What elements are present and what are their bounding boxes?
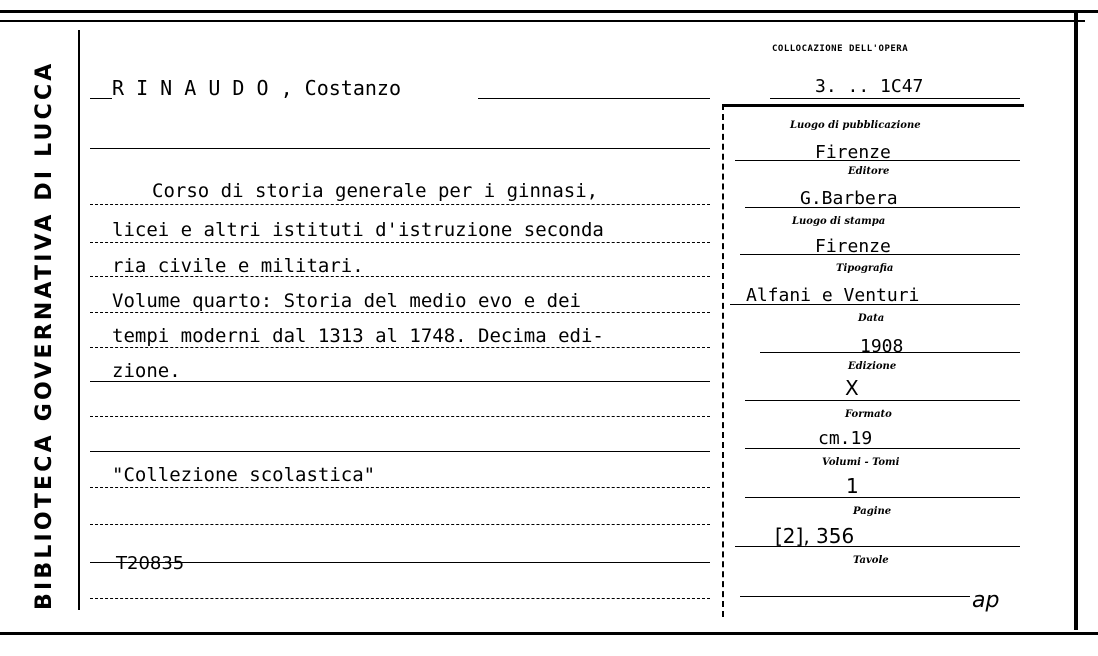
rule [90, 524, 710, 525]
title-line-5: tempi moderni dal 1313 al 1748. Decima edi- [112, 325, 604, 347]
tavole-label: Tavole [853, 555, 889, 566]
pagine-value: [2], 356 [775, 524, 855, 548]
author-heading: R I N A U D O , Costanzo [112, 76, 401, 100]
rule [478, 98, 710, 99]
rule [90, 598, 710, 599]
rule [735, 546, 1020, 547]
luogo-pubblicazione-value: Firenze [815, 142, 891, 163]
formato-label: Formato [845, 409, 892, 420]
title-line-2: licei e altri istituti d'istruzione seconda [112, 219, 604, 241]
pagine-label: Pagine [853, 506, 892, 517]
rule [745, 207, 1020, 208]
data-label: Data [858, 313, 885, 324]
rule [735, 160, 1020, 161]
volumi-label: Volumi - Tomi [822, 457, 900, 468]
rule [90, 242, 710, 243]
card-right-edge [1074, 10, 1078, 630]
card-bottom-edge [0, 632, 1098, 635]
rule [90, 204, 710, 205]
rule [730, 304, 1020, 305]
formato-value: cm.19 [818, 428, 873, 449]
edizione-value: X [845, 376, 859, 400]
volumi-value: 1 [846, 474, 859, 498]
rule [740, 596, 970, 597]
rule [745, 497, 1020, 498]
luogo-pubblicazione-label: Luogo di pubblicazione [790, 120, 921, 131]
collocazione-value: 3. .. 1C47 [815, 76, 924, 97]
rule [90, 416, 710, 417]
rule [90, 347, 710, 348]
rule [745, 448, 1020, 449]
rule [90, 98, 112, 99]
cataloger-initials: ap [972, 588, 1000, 613]
luogo-stampa-value: Firenze [815, 236, 891, 257]
collocazione-label: COLLOCAZIONE DELL'OPERA [772, 44, 909, 54]
inventory-number: T20835 [116, 553, 185, 574]
tipografia-value: Alfani e Venturi [746, 285, 920, 306]
editore-value: G.Barbera [800, 188, 898, 209]
data-value: 1908 [860, 336, 904, 357]
title-line-4: Volume quarto: Storia del medio evo e dei [112, 290, 581, 312]
edizione-label: Edizione [848, 361, 897, 372]
editore-label: Editore [848, 166, 890, 177]
rule [90, 312, 710, 313]
rule [740, 254, 1020, 255]
rule [90, 451, 710, 452]
title-line-6: zione. [112, 360, 181, 382]
card-top-edge [0, 10, 1098, 13]
card-top-rule [0, 20, 1085, 22]
rule [90, 148, 710, 149]
tipografia-label: Tipografia [836, 263, 894, 274]
title-line-3: ria civile e militari. [112, 255, 364, 277]
rule [90, 381, 710, 382]
rule [90, 487, 710, 488]
rule [770, 98, 1020, 99]
rule [745, 400, 1020, 401]
luogo-stampa-label: Luogo di stampa [792, 216, 886, 227]
rule [760, 352, 1020, 353]
library-name: BIBLIOTECA GOVERNATIVA DI LUCCA [32, 60, 57, 610]
sidebar-divider [78, 30, 80, 610]
title-line-1: Corso di storia generale per i ginnasi, [152, 180, 599, 202]
series-statement: "Collezione scolastica" [112, 464, 376, 486]
